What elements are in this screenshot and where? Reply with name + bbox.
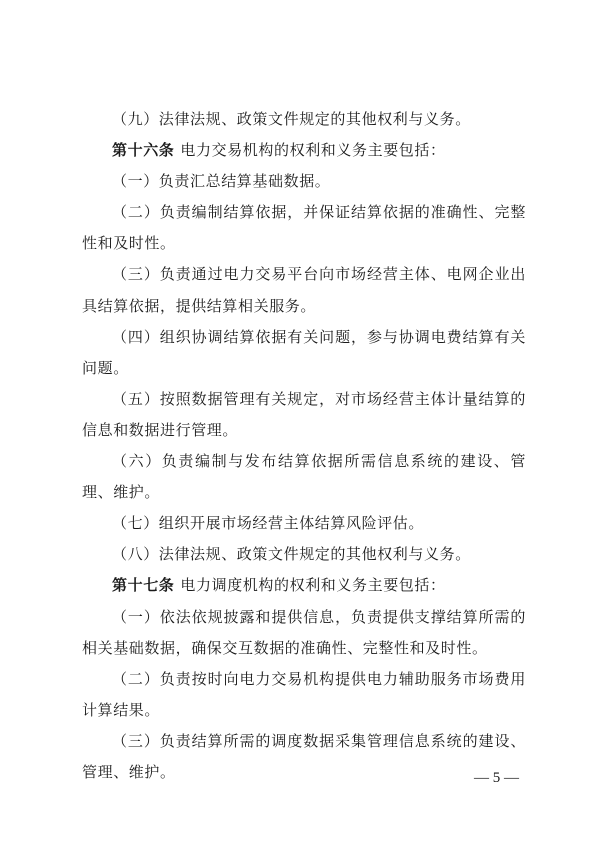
- paragraph: （二）负责按时向电力交易机构提供电力辅助服务市场费用计算结果。: [82, 669, 526, 719]
- article-17-heading: 第十七条 电力调度机构的权利和义务主要包括：: [112, 576, 446, 595]
- article-16-heading: 第十六条 电力交易机构的权利和义务主要包括：: [112, 141, 446, 160]
- paragraph: （七）组织开展市场经营主体结算风险评估。: [112, 514, 425, 533]
- paragraph: （三）负责结算所需的调度数据采集管理信息系统的建设、管理、维护。: [82, 731, 526, 781]
- paragraph: （四）组织协调结算依据有关问题，参与协调电费结算有关问题。: [82, 327, 526, 377]
- paragraph: （三）负责通过电力交易平台向市场经营主体、电网企业出具结算依据，提供结算相关服务。: [82, 265, 526, 315]
- paragraph: （二）负责编制结算依据，并保证结算依据的准确性、完整性和及时性。: [82, 203, 526, 253]
- document-body: [82, 104, 526, 788]
- paragraph: （六）负责编制与发布结算依据所需信息系统的建设、管理、维护。: [82, 452, 526, 502]
- paragraph: （五）按照数据管理有关规定，对市场经营主体计量结算的信息和数据进行管理。: [82, 389, 526, 439]
- article-number: 第十七条: [112, 576, 175, 595]
- paragraph: （一）负责汇总结算基础数据。: [112, 172, 331, 191]
- page-number: — 5 —: [474, 770, 519, 786]
- article-number: 第十六条: [112, 141, 175, 160]
- paragraph: （八）法律法规、政策文件规定的其他权利与义务。: [112, 545, 471, 564]
- paragraph: （一）依法依规披露和提供信息，负责提供支撑结算所需的相关基础数据，确保交互数据的准确性、完整性和及时性。: [82, 607, 526, 657]
- paragraph: （九）法律法规、政策文件规定的其他权利与义务。: [112, 110, 471, 128]
